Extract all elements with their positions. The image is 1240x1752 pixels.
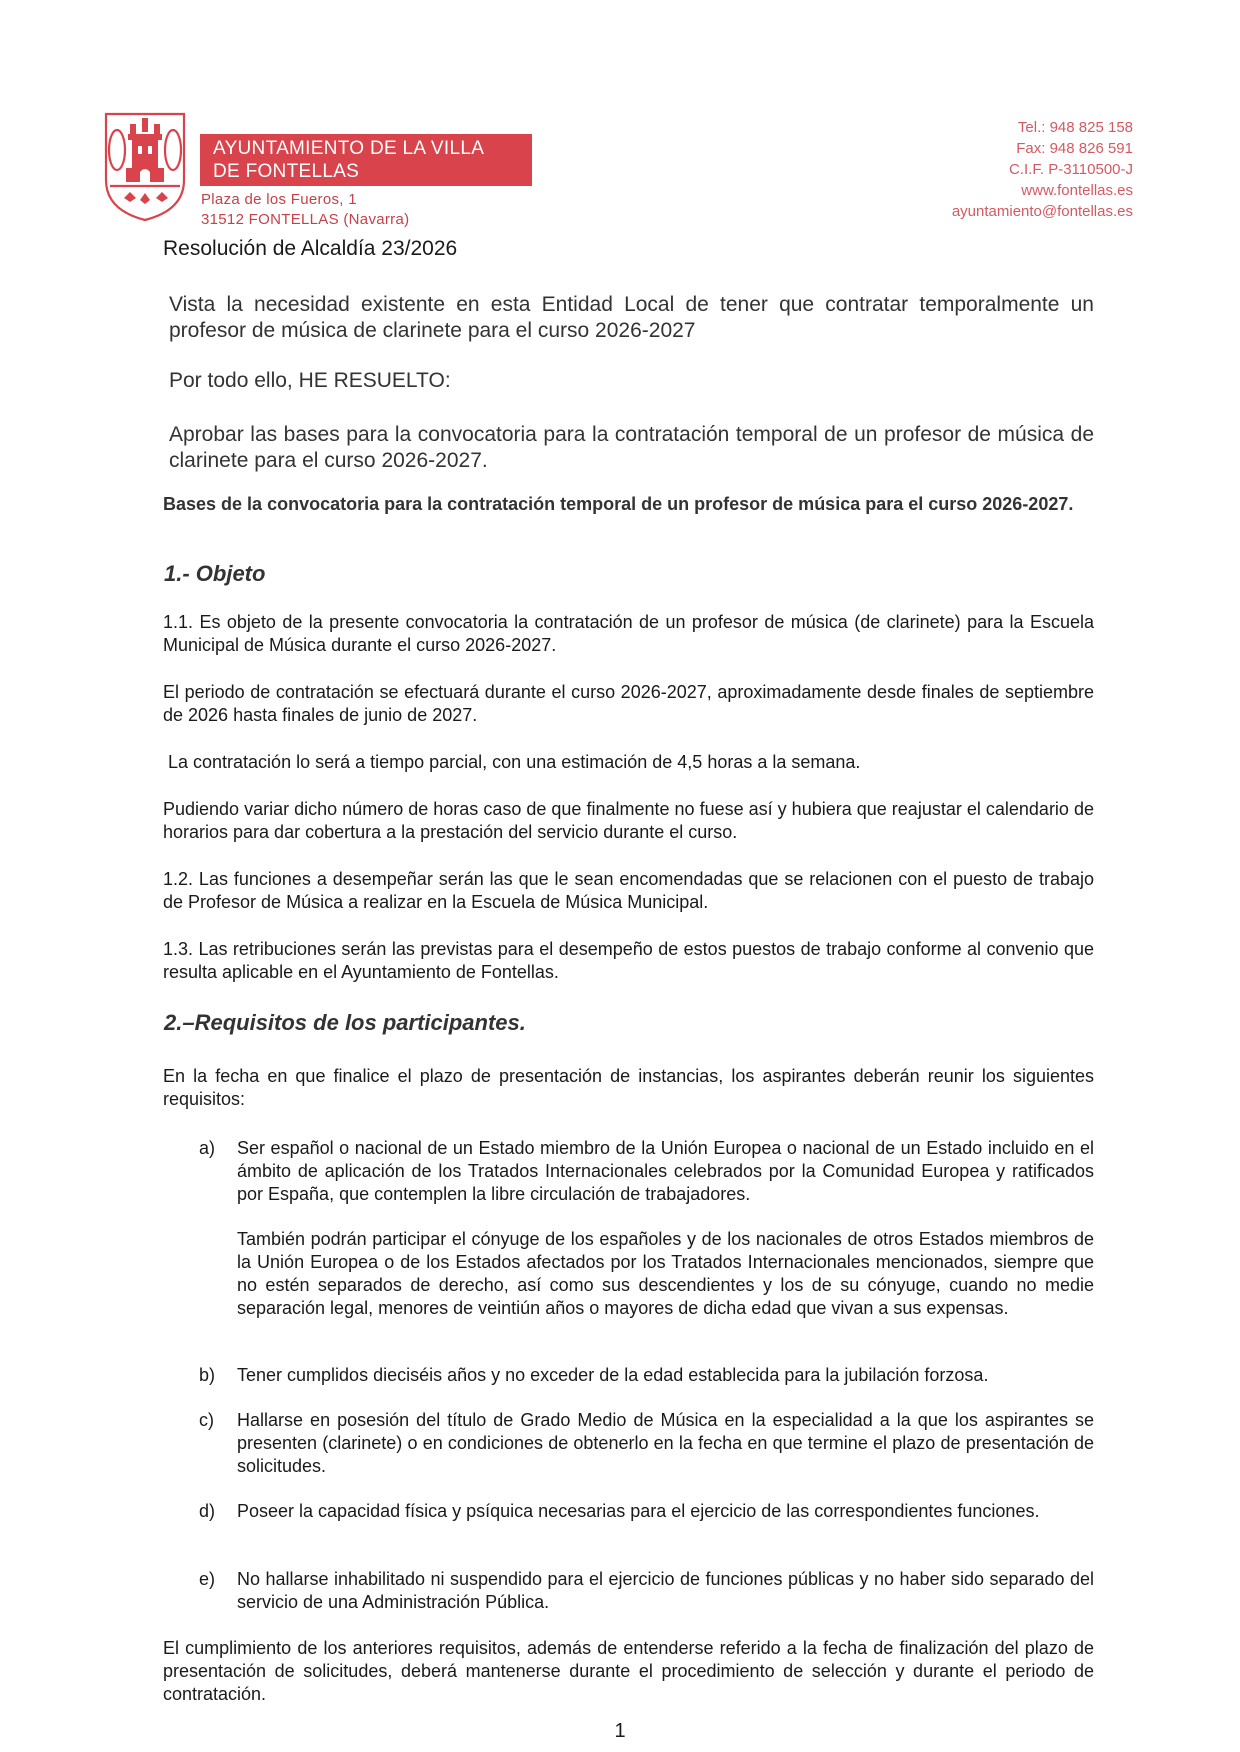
item-label: a) [199,1138,216,1158]
requirement-item [199,1409,1094,1478]
item-text: Hallarse en posesión del título de Grado Medio de Música en la especialidad a la que los aspirantes se presenten (clarinete) o en condiciones de obtenerlo en la fecha en que termine el plazo de presentación de solicitudes. [237,1410,1094,1476]
address-line2: 31512 FONTELLAS (Navarra) [201,211,410,228]
email-link[interactable]: ayuntamiento@fontellas.es [951,203,1133,220]
castle-crest-icon [102,110,188,222]
requirement-item [199,1364,1094,1387]
org-name-line2: DE FONTELLAS [213,161,360,182]
org-name-band [200,134,532,186]
item-text: Tener cumplidos dieciséis años y no exceder de la edad establecida para la jubilación forzosa. [237,1365,989,1385]
intro-aprobar: Aprobar las bases para la convocatoria para la contratación temporal de un profesor de música de clarinete para el curso 2026-2027. [169,423,1094,472]
website-link[interactable]: www.fontellas.es [1021,182,1133,199]
item-text: Poseer la capacidad física y psíquica necesarias para el ejercicio de las correspondientes funciones. [237,1501,1040,1521]
section1-p3: La contratación lo será a tiempo parcial, con una estimación de 4,5 horas a la semana. [168,752,861,772]
section1-p6: 1.3. Las retribuciones serán las previstas para el desempeño de estos puestos de trabajo conforme al convenio que resulta aplicable en el Ayuntamiento de Fontellas. [163,939,1094,982]
requirement-item [199,1568,1094,1614]
section2-intro: En la fecha en que finalice el plazo de presentación de instancias, los aspirantes deberán reunir los siguientes requisitos: [163,1066,1094,1109]
requirement-item [199,1500,1094,1523]
item-label: d) [199,1501,216,1521]
requirement-item [199,1137,1094,1206]
item-label: e) [199,1569,216,1589]
resolution-title: Resolución de Alcaldía 23/2026 [163,237,458,260]
section1-heading: 1.- Objeto [164,561,266,586]
fax: Fax: 948 826 591 [1016,140,1133,157]
section1-p5: 1.2. Las funciones a desempeñar serán las que le sean encomendadas que se relacionen con el puesto de trabajo de Profesor de Música a realizar en la Escuela de Música Municipal. [163,869,1094,912]
item-label: c) [199,1410,214,1430]
bases-title: Bases de la convocatoria para la contratación temporal de un profesor de música para el curso 2026-2027. [163,494,1074,514]
item-text: Ser español o nacional de un Estado miembro de la Unión Europea o nacional de un Estado incluido en el ámbito de aplicación de los Tratados Internacionales celebrados por la Comunidad Europea y ratificados por España, que contemplen la libre circulación de trabajadores. [237,1138,1094,1204]
item-text: No hallarse inhabilitado ni suspendido para el ejercicio de funciones públicas y no haber sido separado del servicio de una Administración Pública. [237,1569,1094,1612]
section2-closing: El cumplimiento de los anteriores requisitos, además de entenderse referido a la fecha de finalización del plazo de presentación de solicitudes, deberá mantenerse durante el procedimiento de selección y durante el periodo de contratación. [163,1638,1094,1704]
section2-heading: 2.–Requisitos de los participantes. [164,1010,526,1035]
intro-vista: Vista la necesidad existente en esta Entidad Local de tener que contratar temporalmente un profesor de música de clarinete para el curso 2026-2027 [169,293,1094,342]
address-line1: Plaza de los Fueros, 1 [201,191,357,208]
intro-resuelto: Por todo ello, HE RESUELTO: [169,369,451,392]
section1-p4: Pudiendo variar dicho número de horas caso de que finalmente no fuese así y hubiera que reajustar el calendario de horarios para dar cobertura a la prestación del servicio durante el curso. [163,799,1094,842]
page-number: 1 [614,1720,626,1742]
item-text: También podrán participar el cónyuge de los españoles y de los nacionales de otros Estados miembros de la Unión Europea o de los Estados afectados por los Tratados Internacionales mencionados, siempre que no estén separados de derecho, así como sus descendientes y los de su cónyuge, cuando no medie separación legal, menores de veintiún años o mayores de dicha edad que vivan a sus expensas. [237,1229,1094,1318]
phone: Tel.: 948 825 158 [1017,119,1133,136]
section1-p2: El periodo de contratación se efectuará durante el curso 2026-2027, aproximadamente desde finales de septiembre de 2026 hasta finales de junio de 2027. [163,682,1094,725]
contact-block [952,117,1133,222]
org-address [201,190,409,230]
cif: C.I.F. P-3110500-J [1009,161,1133,178]
org-name-line1: AYUNTAMIENTO DE LA VILLA [213,138,485,159]
requirement-item [199,1228,1094,1320]
item-label: b) [199,1365,216,1385]
letterhead [0,0,1240,240]
section1-p1: 1.1. Es objeto de la presente convocatoria la contratación de un profesor de música (de clarinete) para la Escuela Municipal de Música durante el curso 2026-2027. [163,612,1094,655]
